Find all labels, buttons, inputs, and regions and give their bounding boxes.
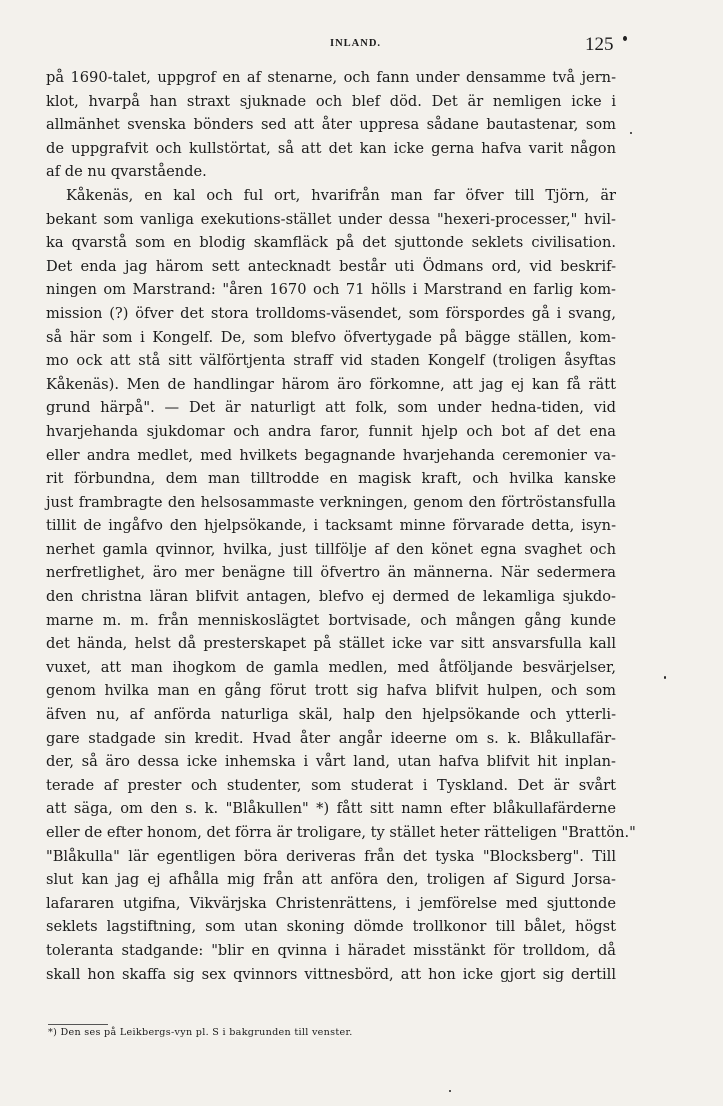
text-line: att säga, om den s. k. "Blåkullen" *) fått sitt namn efter blåkullafärderne <box>46 800 616 818</box>
text-line: af de nu qvarstående. <box>46 163 207 181</box>
running-head: INLAND. <box>330 38 382 49</box>
text-line: det hända, helst då presterskapet på stället icke var sitt ansvarsfulla kall <box>46 635 616 653</box>
text-line: eller de efter honom, det förra är troligare, ty stället heter rätteligen "Brattön." <box>46 824 636 841</box>
text-line: "Blåkulla" lär egentligen böra deriveras från det tyska "Blocksberg". Till <box>46 847 616 865</box>
ink-speck <box>623 36 627 41</box>
footnote: *) Den ses på Leikbergs-vyn pl. S i bakgrunden till venster. <box>48 1027 353 1038</box>
page-number: 125 <box>585 34 614 55</box>
text-line: grund härpå". — Det är naturligt att folk, som under hedna-tiden, vid <box>46 399 616 417</box>
text-line: der, så äro dessa icke inhemska i vårt land, utan hafva blifvit hit inplan- <box>46 753 616 771</box>
text-line: just frambragte den helsosammaste verkningen, genom den förtröstansfulla <box>46 493 616 511</box>
text-line: så här som i Kongelf. De, som blefvo öfvertygade på bägge ställen, kom- <box>46 328 616 346</box>
text-line: Det enda jag härom sett antecknadt består uti Ödmans ord, vid beskrif- <box>46 257 616 275</box>
text-line: vuxet, att man ihogkom de gamla medlen, med åtföljande besvärjelser, <box>46 658 616 676</box>
text-line: skall hon skaffa sig sex qvinnors vittnesbörd, att hon icke gjort sig dertill <box>46 965 616 983</box>
text-line: den christna läran blifvit antagen, blefvo ej dermed de lekamliga sjukdo- <box>46 588 616 606</box>
text-line: äfven nu, af anförda naturliga skäl, halp den hjelpsökande och ytterli- <box>46 706 616 724</box>
text-line: seklets lagstiftning, som utan skoning dömde trollkonor till bålet, högst <box>46 918 616 936</box>
ink-speck <box>449 1090 451 1092</box>
ink-speck <box>664 676 666 679</box>
text-line: allmänhet svenska bönders sed att åter uppresa sådane bautastenar, som <box>46 116 616 134</box>
text-line: Kåkenäs, en kal och ful ort, hvarifrån man far öfver till Tjörn, är <box>66 186 616 204</box>
text-line: terade af prester och studenter, som studerat i Tyskland. Det är svårt <box>46 776 616 794</box>
text-line: nerhet gamla qvinnor, hvilka, just tillfölje af den könet egna svaghet och <box>46 540 616 558</box>
text-line: ningen om Marstrand: "åren 1670 och 71 hölls i Marstrand en farlig kom- <box>46 281 616 299</box>
text-line: på 1690-talet, uppgrof en af stenarne, och fann under densamme två jern- <box>46 69 616 86</box>
text-line: nerfretlighet, äro mer benägne till öfvertro än männerna. När sedermera <box>46 564 616 582</box>
text-line: de uppgrafvit och kullstörtat, så att det kan icke gerna hafva varit någon <box>46 139 616 157</box>
text-line: klot, hvarpå han straxt sjuknade och blef död. Det är nemligen icke i <box>46 92 616 110</box>
text-line: mission (?) öfver det stora trolldoms-väsendet, som förspordes gå i svang, <box>46 304 616 322</box>
text-line: rit förbundna, dem man tilltrodde en magisk kraft, och hvilka kanske <box>46 470 616 488</box>
text-line: gare stadgade sin kredit. Hvad åter angår ideerne om s. k. Blåkullafär- <box>46 729 616 747</box>
text-line: Kåkenäs). Men de handlingar härom äro förkomne, att jag ej kan få rätt <box>46 375 616 393</box>
text-line: slut kan jag ej afhålla mig från att anföra den, troligen af Sigurd Jorsa- <box>46 871 616 889</box>
footnote-rule <box>48 1024 108 1025</box>
text-line: bekant som vanliga exekutions-stället under dessa "hexeri-processer," hvil- <box>46 210 616 228</box>
text-line: toleranta stadgande: "blir en qvinna i häradet misstänkt för trolldom, då <box>46 941 616 959</box>
text-line: ka qvarstå som en blodig skamfläck på det sjuttonde seklets civilisation. <box>46 234 616 252</box>
text-line: genom hvilka man en gång förut trott sig hafva blifvit hulpen, och som <box>46 682 616 700</box>
body-text <box>46 66 636 986</box>
text-line: eller andra medlet, med hvilkets begagnande hvarjehanda ceremonier va- <box>46 446 616 464</box>
text-line: hvarjehanda sjukdomar och andra faror, funnit hjelp och bot af det ena <box>46 422 616 440</box>
ink-speck <box>630 132 632 134</box>
text-line: lafararen utgifna, Vikvärjska Christenrättens, i jemförelse med sjuttonde <box>46 894 616 912</box>
text-line: tillit de ingåfvo den hjelpsökande, i tacksamt minne förvarade detta, isyn- <box>46 517 616 535</box>
text-line: marne m. m. från menniskoslägtet bortvisade, och mången gång kunde <box>46 611 616 629</box>
text-line: mo ock att stå sitt välförtjenta straff vid staden Kongelf (troligen åsyftas <box>46 352 616 370</box>
